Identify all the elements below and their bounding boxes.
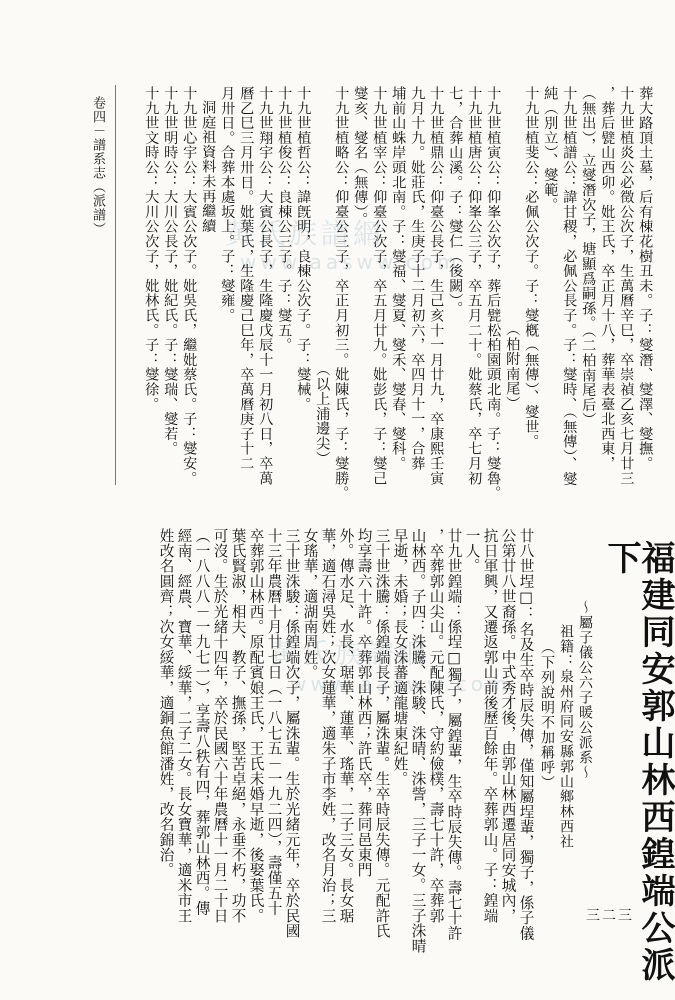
origin-line: 祖籍：泉州府同安縣郭山鄉林西社 [558, 624, 574, 849]
text-column: （以上浦邊尖） [314, 362, 331, 466]
divider [115, 85, 116, 485]
text-column: 廿九世鍠端：係埕□獨子，屬鍠輩，生卒時辰失傳。壽七十許 [445, 528, 463, 941]
text-column: 均享壽六十許。卒葬郭山林西；許氏卒，葬同邑東門 [355, 528, 373, 878]
page-number: 三二三 [586, 908, 634, 924]
text-column: 葬大路頂土墓，后有棟花樹丑未。子：燮潛、燮澤、燮撫。 [637, 86, 654, 471]
subtitle: ～屬子儀公六子暖公派系～ [577, 600, 593, 780]
text-column: 山林西。子四：洙騰、洙駿、洙晴、洙訾，三子一女。三子洙晴 [409, 528, 427, 954]
text-column: 純（別立）、燮範。 [542, 86, 559, 213]
text-column: 十九世植譜公：諱甘稷，必佩公長子。子：燮時、（無傳）、燮 [561, 86, 578, 487]
text-column: 十九世植哲公：諱旣明，良棟公次子。子：燮械。 [295, 86, 312, 412]
text-column: （一八八八－一九七一），享壽八秩有四，葬郭山林西。傳 [193, 528, 211, 916]
watermark: www.aasww.com [290, 672, 511, 696]
text-column: 十九世植略公：仰臺公三子，卒正月初三。妣陳氏，子：燮勝。 [333, 86, 350, 501]
text-column: 十九世植宰公：仰臺公次子，卒五月廿九。妣彭氏，子：燮己 [371, 86, 388, 486]
text-column: 十九世明時公：大川公長子，妣紀氏。子：燮瑞、燮若。 [162, 86, 179, 456]
text-column: 姓改名圓齊；次女綏華，適銅魚館潘姓，改名錦治。 [157, 528, 175, 878]
footer-label: 卷四－譜系志（派譜） [90, 96, 105, 236]
watermark: www.aasww.com [240, 250, 461, 274]
text-column: 十九世植唐公：仰峯公三子，卒五月二十。妣蔡氏，卒七月初 [466, 86, 483, 486]
text-column: 早逝，未婚；長女洙蕃適龍塘東紀姓。 [391, 528, 409, 787]
text-column: 十九世植鼎公：仰臺公長子，生己亥十一月廿九，卒康熙壬寅 [428, 86, 445, 486]
text-column: （無出），立燮潛次子，塘顯爲嗣孫。（二柏南尾后） [580, 86, 597, 427]
text-column: 可沒。生於光緒十四年，卒於民國六十年農曆十一月二十日 [211, 528, 229, 924]
text-column: 廿八世埕□：名及生卒時辰失傳，僅知屬埕輩，獨子，係子儀 [517, 528, 535, 941]
text-column: 燮亥、燮名（無傳）。 [352, 86, 369, 227]
text-column: 十九世植炎公必徵公次子，生萬曆辛巳，卒崇禎乙亥七月廿三 [618, 86, 635, 486]
text-column: 三十世洙騰：係鍠端長子，屬洙輩。生卒時辰失傳。元配許氏 [373, 528, 391, 939]
watermark: 黃氏族譜網 [225, 217, 386, 250]
text-column: 月卅日。合葬本處坂上。子：燮雍。 [219, 86, 236, 323]
watermark: 黃氏族譜網 [270, 637, 431, 670]
text-column: ，葬后甓山西卯。妣王氏，卒正月十八，葬華表臺北西東， [599, 86, 616, 471]
text-column: （柏附南尾） [504, 322, 521, 411]
text-column: 卒葬郭山林西。原配賓娘王氏，王氏未婚早逝，後娶葉氏。 [247, 528, 265, 924]
note-line: （下列說明不加稱呼） [539, 640, 555, 790]
text-column: ，卒葬郭山尖山。元配陳氏，守約儉樸，壽七十許，卒葬郭 [427, 528, 445, 924]
text-column: 十九世植俊公：良棟公三子。子：燮五。 [276, 86, 293, 353]
text-column: 經南、經農、寶華、綏華，二子二女。長女寶華，適米市王 [175, 528, 193, 924]
text-column: 十九世翔宇公：大賓公長子，生隆慶戊辰十一月初八日，卒萬 [257, 86, 274, 486]
text-column: 十九世心宇公：大賓公次子。妣吳氏，繼妣蔡氏。子：燮安。 [181, 86, 198, 486]
text-column: 十九世植斐公：必佩公次子。子：燮槪（無傳）、燮世。 [523, 86, 540, 449]
text-column: 十九世文時公：大川公次子，妣林氏。子：燮徐。 [143, 86, 160, 412]
page-title: 福建同安郭山林西鍠端公派下 [601, 540, 675, 984]
text-column: 女瑤華，適湖南周姓。 [301, 528, 319, 680]
text-column: 洞庭祖資料未再繼續 [200, 100, 217, 234]
text-column: 埔前山蛛岸頭北南。子：燮福、燮夏、燮禾、燮春、燮科。 [390, 86, 407, 471]
text-column: 十九世植寅公：仰峯公次子，葬后甓松柏園頭北南。子：燮魯。 [485, 86, 502, 501]
text-column: 曆乙巳三月卅日。妣葉氏，生隆慶己巳年，卒萬曆庚子十二 [238, 86, 255, 471]
text-column: 一人。 [463, 528, 481, 574]
text-column: 三十世洙駿：係鍠端次子，屬洙輩。生於光緒元年，卒於民國 [283, 528, 301, 939]
text-column: 外。傳水足、水長、琚華、蓮華、瑤華，二子三女。長女琚 [337, 528, 355, 924]
text-column: 葉氏賢淑，相夫、教子、撫孫，堅苦卓絕，永垂不朽，功不 [229, 528, 247, 924]
text-column: 九月十九。妣莊氏，生庚子十二月初六，卒四月十一，合葬 [409, 86, 426, 471]
text-column: 公第廿八世裔孫。中式秀才後，由郭山林西遷居同安城內， [499, 528, 517, 924]
text-column: 七，合葬山溪。子：燮仁（後闕）。 [447, 86, 464, 316]
text-column: 十三年農曆十月廿七日（一八七五－一九二四），壽僅五十 [265, 528, 283, 916]
text-column: 抗日軍興，又遷返郭山前後歷百餘年。卒葬郭山。子：鍠端 [481, 528, 499, 924]
text-column: 華，適石潯吳姓；次女蓮華，適朱子市李姓，改名月治；三 [319, 528, 337, 924]
